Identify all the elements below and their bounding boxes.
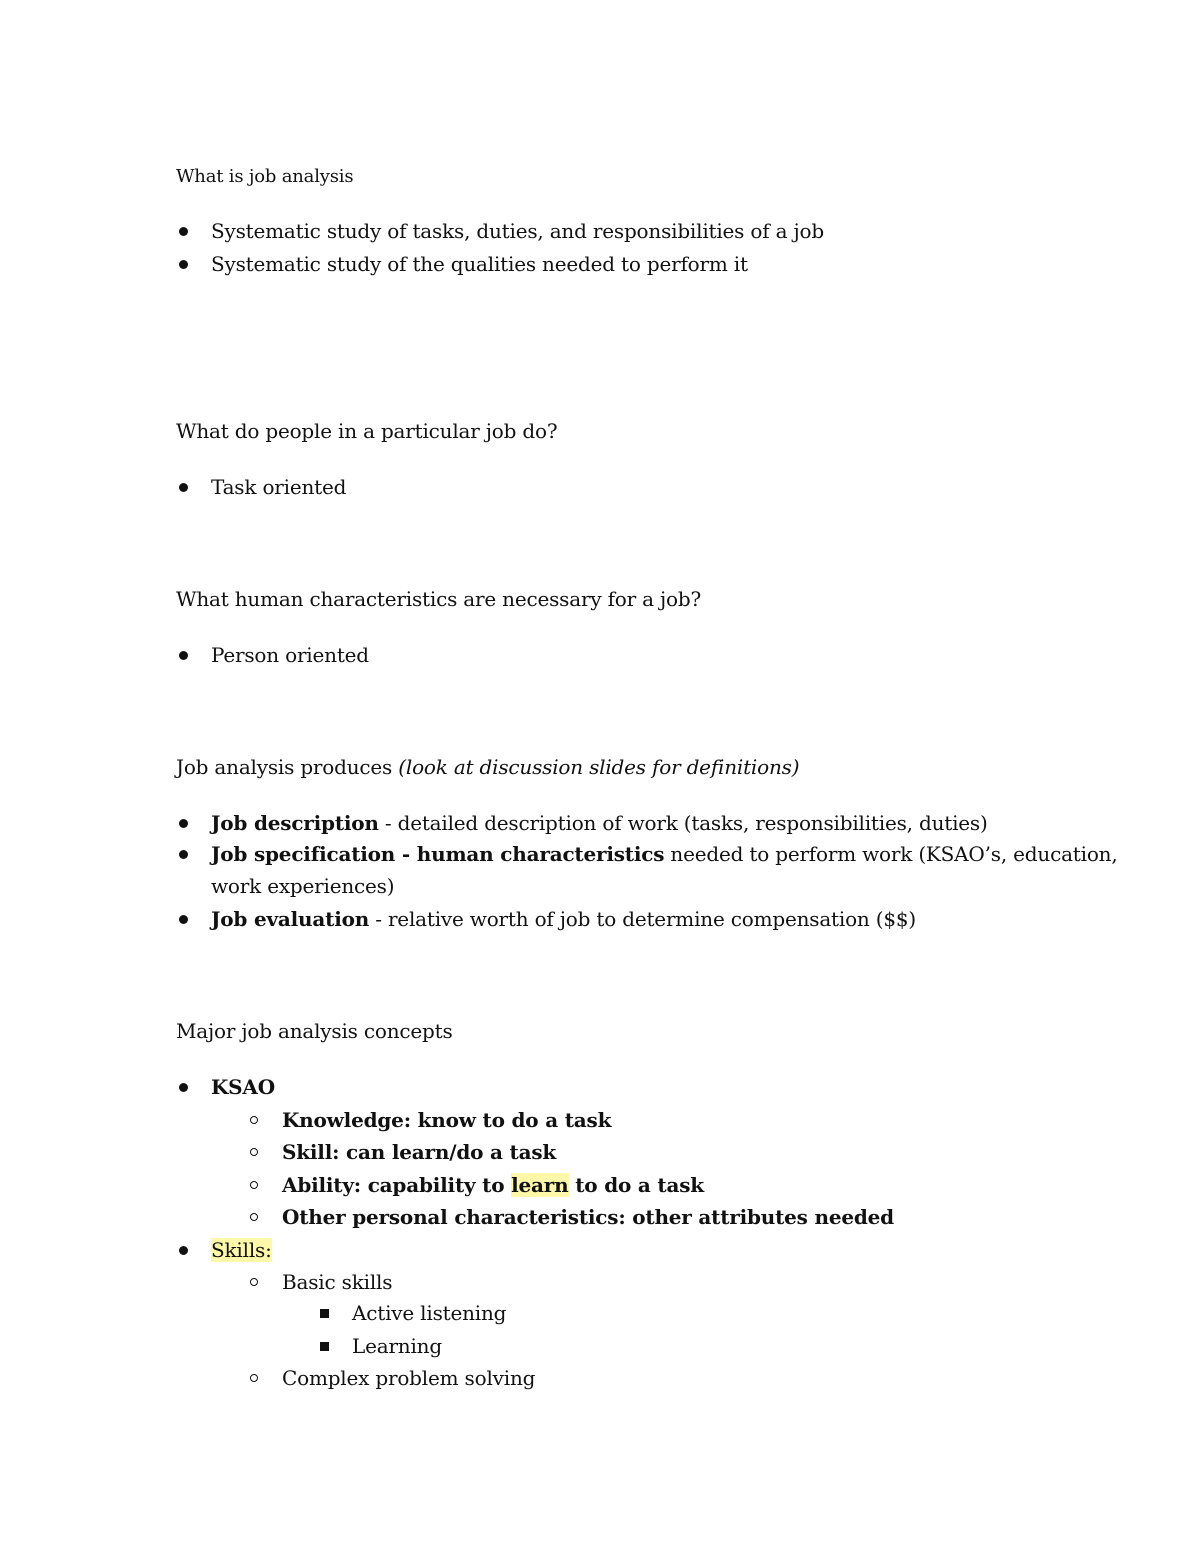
- bullet-circle-icon: [250, 1278, 258, 1286]
- section-heading-concepts: Major job analysis concepts: [176, 1019, 453, 1043]
- sub-item-complex: Complex problem solving: [282, 1366, 536, 1390]
- bullet-dot-icon: [179, 260, 188, 269]
- term: Job evaluation: [211, 907, 370, 931]
- definition: needed to perform work (KSAO’s, education,: [664, 842, 1118, 866]
- bullet-circle-icon: [250, 1213, 258, 1221]
- bullet-dot-icon: [179, 227, 188, 236]
- bullet-circle-icon: [250, 1148, 258, 1156]
- skills-label: Skills:: [211, 1238, 272, 1262]
- bullet-dot-icon: [179, 819, 188, 828]
- sub-sub-item: Learning: [352, 1334, 442, 1358]
- section-heading-produces: [176, 753, 799, 781]
- definition: - relative worth of job to determine compensation ($$): [369, 907, 917, 931]
- highlighted-word: learn: [511, 1173, 569, 1197]
- list-item-continuation: work experiences): [211, 874, 395, 898]
- term: Job specification - human characteristics: [211, 842, 665, 866]
- list-item: Task oriented: [211, 475, 347, 499]
- list-item-ksao: KSAO: [211, 1075, 275, 1099]
- list-item-skills: [211, 1236, 272, 1264]
- list-item: Systematic study of tasks, duties, and responsibilities of a job: [211, 219, 824, 243]
- list-item: Systematic study of the qualities needed to perform it: [211, 252, 748, 276]
- bullet-square-icon: [320, 1309, 329, 1318]
- sub-item-knowledge: Knowledge: know to do a task: [282, 1108, 612, 1132]
- section-heading-job-analysis: What is job analysis: [176, 166, 354, 187]
- list-item-job-specification: [211, 840, 1118, 868]
- section-heading-person: What human characteristics are necessary for a job?: [176, 587, 701, 611]
- bullet-circle-icon: [250, 1181, 258, 1189]
- sub-sub-item: Active listening: [352, 1301, 507, 1325]
- term: Job description: [211, 811, 379, 835]
- bullet-dot-icon: [179, 651, 188, 660]
- list-item-job-description: [211, 809, 988, 837]
- heading-text: Job analysis produces: [176, 755, 399, 779]
- definition: - detailed description of work (tasks, responsibilities, duties): [378, 811, 988, 835]
- bullet-circle-icon: [250, 1374, 258, 1382]
- ability-tail: to do a task: [568, 1173, 704, 1197]
- list-item-job-evaluation: [211, 905, 916, 933]
- bullet-dot-icon: [179, 850, 188, 859]
- bullet-dot-icon: [179, 1083, 188, 1092]
- bullet-circle-icon: [250, 1116, 258, 1124]
- ability-text: Ability: capability to: [282, 1173, 512, 1197]
- heading-note: (look at discussion slides for definitions): [398, 755, 800, 779]
- section-heading-task: What do people in a particular job do?: [176, 419, 558, 443]
- sub-item-other: Other personal characteristics: other attributes needed: [282, 1205, 894, 1229]
- sub-item-ability: [282, 1171, 704, 1199]
- bullet-square-icon: [320, 1342, 329, 1351]
- list-item: Person oriented: [211, 643, 369, 667]
- bullet-dot-icon: [179, 1246, 188, 1255]
- sub-item-basic-skills: Basic skills: [282, 1270, 393, 1294]
- bullet-dot-icon: [179, 483, 188, 492]
- bullet-dot-icon: [179, 915, 188, 924]
- sub-item-skill: Skill: can learn/do a task: [282, 1140, 557, 1164]
